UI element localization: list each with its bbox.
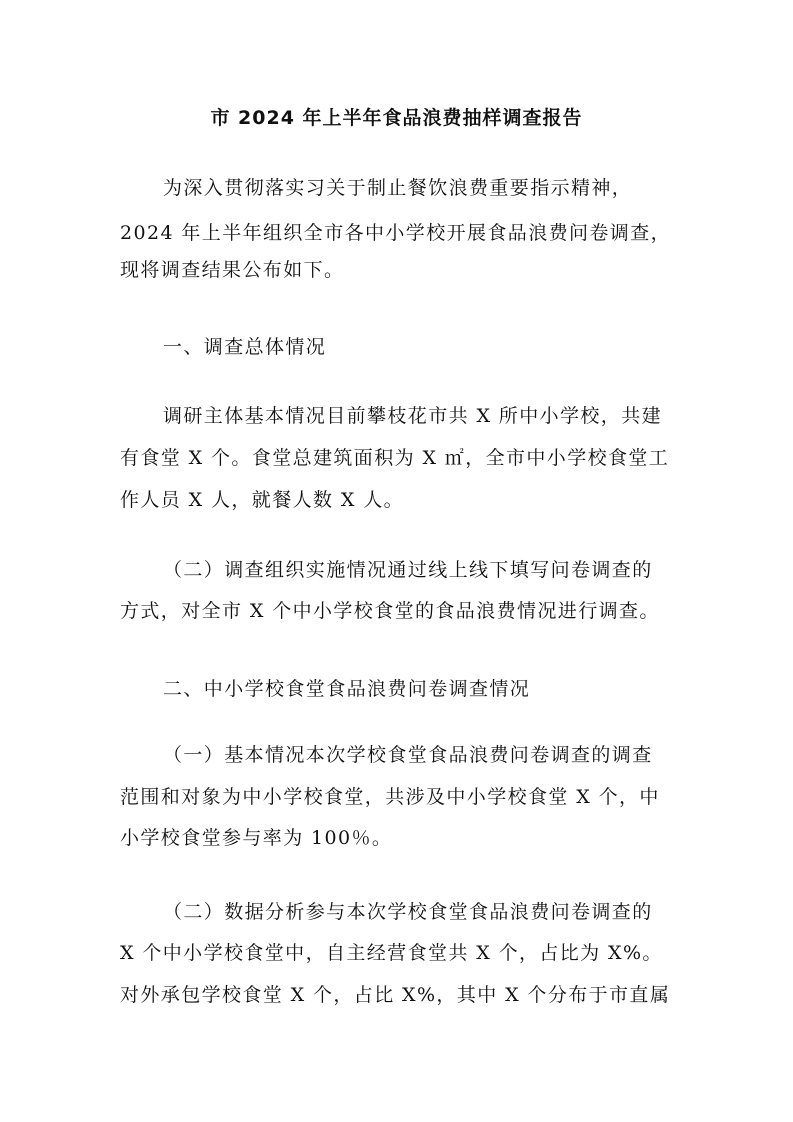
- paragraph-line: 调研主体基本情况目前攀枝花市共 X 所中小学校，共建: [163, 405, 663, 427]
- paragraph-line: 2024 年上半年组织全市各中小学校开展食品浪费问卷调查，: [120, 222, 671, 244]
- paragraph-line: 有食堂 X 个。食堂总建筑面积为 X ㎡，全市中小学校食堂工: [120, 447, 670, 469]
- paragraph-line: （二）调查组织实施情况通过线上线下填写问卷调查的: [163, 559, 653, 581]
- paragraph-line: （二）数据分析参与本次学校食堂食品浪费问卷调查的: [163, 901, 653, 923]
- paragraph-line: 对外承包学校食堂 X 个，占比 X%，其中 X 个分布于市直属: [120, 984, 671, 1006]
- paragraph-line: 范围和对象为中小学校食堂，共涉及中小学校食堂 X 个，中: [120, 786, 660, 808]
- section-heading: 一、调查总体情况: [163, 336, 327, 358]
- section-heading: 二、中小学校食堂食品浪费问卷调查情况: [163, 678, 531, 700]
- paragraph-line: 小学校食堂参与率为 100％。: [120, 827, 393, 849]
- paragraph-line: X 个中小学校食堂中，自主经营食堂共 X 个，占比为 X%。: [120, 942, 663, 964]
- paragraph-line: 作人员 X 人，就餐人数 X 人。: [120, 489, 405, 511]
- paragraph-line: （一）基本情况本次学校食堂食品浪费问卷调查的调查: [163, 744, 653, 766]
- document-title: 市 2024 年上半年食品浪费抽样调查报告: [210, 107, 583, 129]
- paragraph-line: 现将调查结果公布如下。: [120, 259, 345, 281]
- paragraph-line: 方式，对全市 X 个中小学校食堂的食品浪费情况进行调查。: [120, 600, 660, 622]
- paragraph-line: 为深入贯彻落实习关于制止餐饮浪费重要指示精神，: [163, 177, 633, 199]
